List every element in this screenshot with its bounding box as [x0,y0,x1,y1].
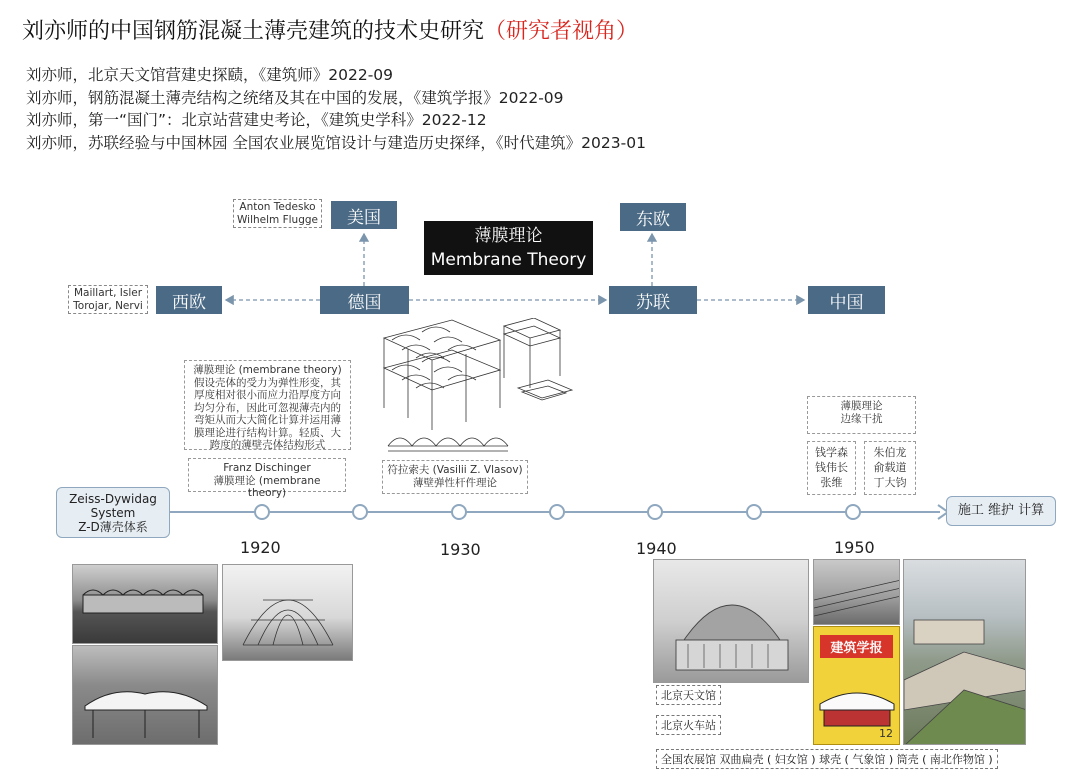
timeline-node [549,504,565,520]
scholar-name: 张维 [820,476,843,489]
membrane-theory-box [424,221,593,275]
journal-issue: 12 [879,727,893,740]
membrane-en: Membrane Theory [430,250,587,270]
scholar-name: 钱伟长 [815,461,848,474]
system-line: Zeiss-Dywidag [69,491,157,506]
country-usa: 美国 [331,201,397,229]
reference-item: 刘亦师，北京天文馆营建史探赜，《建筑师》2022-09 [26,66,394,84]
scholars-left [807,441,856,495]
scholars-right [864,441,916,495]
timeline-node [746,504,762,520]
scholar-name: 丁大钧 [873,476,907,489]
country-west-europe: 西欧 [156,286,222,314]
reference-item: 刘亦师，钢筋混凝土薄壳结构之统绪及其在中国的发展，《建筑学报》2022-09 [26,88,564,107]
membrane-zh: 薄膜理论 [474,226,543,246]
country-east-europe: 东欧 [620,203,686,231]
railway-station-caption: 北京火车站 [656,715,721,735]
engineer-name: Wilhelm Flugge [237,214,318,226]
title-main: 刘亦师的中国钢筋混凝土薄壳建筑的技术史研究 [22,19,485,44]
engineer-name: Anton Tedesko [239,201,316,213]
dome-construction-photo [222,564,353,661]
engineer-name: Torojar, Nervi [73,300,143,312]
country-china: 中国 [808,286,885,314]
membrane-theory-note: 薄膜理论 (membrane theory) 假设壳体的受力为弹性形变，其厚度相对很小而应力沿厚度方向均匀分布，因此可忽视薄壳内的弯矩从而大大简化计算并运用薄膜理论进行结构计算。轻质、大跨度的薄壁壳体结构形式 [184,360,351,450]
country-ussr: 苏联 [609,286,697,314]
year-label: 1930 [440,540,481,559]
exhibition-hall-photo [903,559,1026,745]
planetarium-caption: 北京天文馆 [656,685,721,705]
engineer-name: Maillart, Isler [73,287,143,299]
year-label: 1950 [834,538,875,557]
timeline-node [352,504,368,520]
scholar-name: 朱伯龙 [873,446,907,459]
system-line: Z-D薄壳体系 [78,519,148,534]
timeline-node [451,504,467,520]
exhibition-hall-caption: 全国农展馆 双曲扁壳 ( 妇女馆 ) 球壳 ( 气象馆 ) 筒壳 ( 南北作物馆 ) [656,749,998,769]
timeline-node [254,504,270,520]
country-germany: 德国 [320,286,409,314]
edge-line2: 边缘干扰 [840,412,883,425]
journal-title: 建筑学报 [820,635,893,658]
zeiss-dywidag-box [56,487,170,538]
dischinger-theory: 薄膜理论 (membrane theory) [213,474,321,499]
aerial-photo [813,559,900,625]
title-accent: （研究者视角） [484,19,639,44]
dischinger-note [188,458,346,499]
reference-item: 刘亦师，第一“国门”：北京站营建史考论，《建筑史学科》2022-12 [26,111,487,129]
planetarium-photo [653,559,809,683]
scholar-name: 俞载道 [873,461,907,474]
shell-structure-drawing [382,318,582,456]
vlasov-name: 符拉索夫 (Vasilii Z. Vlasov) [387,464,523,476]
edge-line1: 薄膜理论 [840,400,883,412]
edge-disturbance-note [807,396,916,434]
year-label: 1940 [636,539,677,558]
scholar-name: 钱学森 [815,446,848,459]
factory-photo [72,564,218,644]
year-label: 1920 [240,538,281,557]
timeline-node [647,504,663,520]
timeline-node [845,504,861,520]
pavilion-photo [72,645,218,745]
journal-cover [813,626,900,745]
system-line: System [90,505,136,520]
dischinger-name: Franz Dischinger [223,462,311,474]
usa-engineers-label [233,199,322,228]
reference-item: 刘亦师，苏联经验与中国林园 全国农业展览馆设计与建造历史探绎，《时代建筑》2023-01 [26,133,646,152]
construction-maintenance-box: 施工 维护 计算 [946,496,1056,526]
vlasov-theory: 薄壁弹性杆件理论 [413,476,497,489]
west-europe-engineers-label [68,285,148,314]
vlasov-note [382,460,528,494]
